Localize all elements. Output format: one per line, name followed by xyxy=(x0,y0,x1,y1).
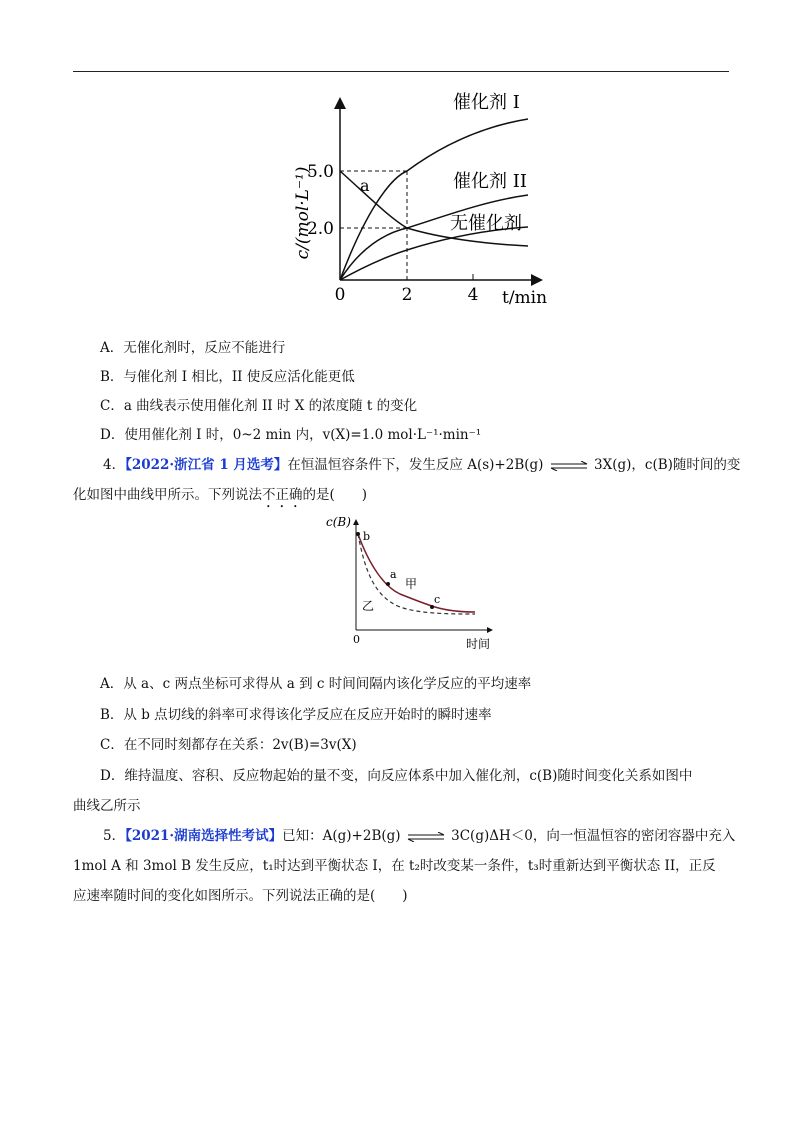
label-a: a xyxy=(360,176,370,195)
curve-catalyst-2 xyxy=(340,195,528,280)
curve-yi xyxy=(358,534,475,614)
figure1-xlabel: t/min xyxy=(502,288,548,308)
q4-emphasis: 不正确 xyxy=(262,487,303,503)
fig2-label-jia: 甲 xyxy=(405,577,418,591)
q4-text3: 化如图中曲线甲所示。下列说法 xyxy=(73,487,262,503)
fig2-origin: 0 xyxy=(353,633,360,646)
label-catalyst-1: 催化剂 I xyxy=(453,92,520,113)
q3-option-a: A．无催化剂时，反应不能进行 xyxy=(100,340,286,356)
q5-line2: 1mol A 和 3mol B 发生反应，t₁时达到平衡状态 I，在 t₂时改变某一条件，t₃时重新达到平衡状态 II，正反 xyxy=(73,858,716,874)
q3-option-b: B．与催化剂 I 相比，II 使反应活化能更低 xyxy=(100,369,355,385)
q4-source-tag: 【2022·浙江省 1 月选考】 xyxy=(125,457,288,473)
q5-source-tag: 【2021·湖南选择性考试】 xyxy=(125,828,283,844)
fig2-xlabel: 时间 xyxy=(466,637,491,651)
figure1-xtick-4: 4 xyxy=(467,285,479,305)
point-b xyxy=(356,532,360,536)
q4-option-b: B．从 b 点切线的斜率可求得该化学反应在反应开始时的瞬时速率 xyxy=(100,707,492,723)
fig2-ylabel: c(B) xyxy=(326,515,351,529)
q4-line1 xyxy=(73,455,740,475)
q4-text4: 的是( ) xyxy=(302,487,368,503)
q5-number: 5． xyxy=(103,828,126,844)
q4-text1: 在恒温恒容条件下，发生反应 A(s)+2B(g) xyxy=(287,457,544,473)
q4-option-c: C．在不同时刻都存在关系：2v(B)=3v(X) xyxy=(100,737,357,753)
q3-option-c: C．a 曲线表示使用催化剂 II 时 X 的浓度随 t 的变化 xyxy=(100,398,418,414)
q4-number: 4． xyxy=(103,457,126,473)
q4-option-d: D．维持温度、容积、反应物起始的量不变，向反应体系中加入催化剂，c(B)随时间变化关系如图中 xyxy=(100,768,693,784)
q4-option-d-cont: 曲线乙所示 xyxy=(73,798,141,814)
fig2-label-yi: 乙 xyxy=(362,599,375,613)
curve-jia xyxy=(358,534,475,612)
equilibrium-arrow-icon xyxy=(550,461,588,471)
figure-cb-time xyxy=(320,512,500,652)
figure1-ytick-5: 5.0 xyxy=(306,162,334,182)
label-catalyst-2: 催化剂 II xyxy=(453,171,527,192)
q5-text1: 已知：A(g)+2B(g) xyxy=(282,828,401,844)
equilibrium-arrow-icon xyxy=(407,832,445,842)
fig2-label-c: c xyxy=(434,593,441,606)
header-rule xyxy=(73,71,729,72)
figure1-xtick-2: 2 xyxy=(401,285,413,305)
fig2-label-a: a xyxy=(390,568,397,581)
figure1-ylabel: c/(mol·L⁻¹) xyxy=(293,166,313,260)
figure1-xtick-0: 0 xyxy=(334,285,346,305)
fig2-label-b: b xyxy=(363,530,371,543)
q4-option-a: A．从 a、c 两点坐标可求得从 a 到 c 时间间隔内该化学反应的平均速率 xyxy=(100,676,532,692)
q4-line2 xyxy=(73,485,367,511)
q5-line3: 应速率随时间的变化如图所示。下列说法正确的是( ) xyxy=(73,888,408,904)
q5-line1 xyxy=(73,826,735,846)
q4-text2: 3X(g)，c(B)随时间的变 xyxy=(594,457,741,473)
figure1-ytick-2: 2.0 xyxy=(306,219,334,239)
label-no-catalyst: 无催化剂 xyxy=(450,213,522,234)
figure-concentration-time xyxy=(270,88,570,313)
q3-option-d: D．使用催化剂 I 时，0~2 min 内，v(X)=1.0 mol·L⁻¹·min⁻¹ xyxy=(100,427,482,443)
point-a xyxy=(386,582,390,586)
q5-text2: 3C(g)ΔH＜0，向一恒温恒容的密闭容器中充入 xyxy=(451,828,736,844)
